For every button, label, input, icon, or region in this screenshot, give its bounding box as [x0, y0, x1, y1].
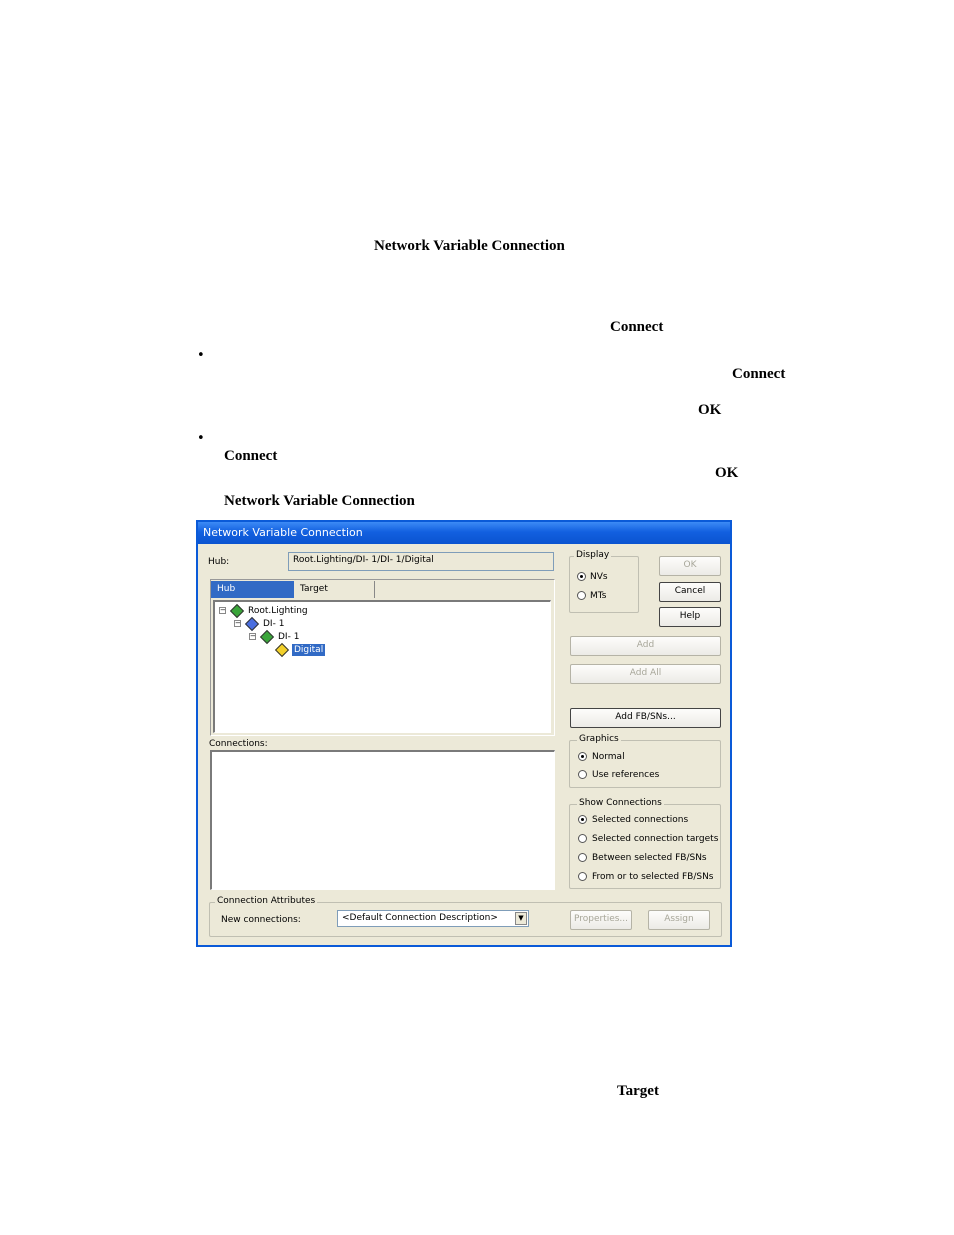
graphics-group	[569, 740, 721, 788]
radio-selected-targets[interactable]	[578, 834, 587, 843]
radio-mts-label: MTs	[590, 591, 607, 601]
network-variable-icon	[275, 643, 289, 657]
radio-nvs-label: NVs	[590, 572, 608, 582]
device-icon	[245, 617, 259, 631]
radio-between-fbsns[interactable]	[578, 853, 587, 862]
radio-between-fbsns-label: Between selected FB/SNs	[592, 853, 707, 863]
radio-from-or-to-fbsns-label: From or to selected FB/SNs	[592, 872, 714, 882]
functional-block-icon	[260, 630, 274, 644]
radio-mts[interactable]	[577, 591, 586, 600]
tree-view	[213, 600, 551, 733]
tab-panel	[210, 579, 555, 736]
tree-item-digital[interactable]: Digital	[294, 645, 324, 655]
radio-nvs[interactable]	[577, 572, 586, 581]
help-button[interactable]: Help	[659, 607, 721, 627]
tree-item-fb[interactable]: DI- 1	[278, 632, 300, 642]
doc-bullet-1: •	[197, 348, 205, 363]
properties-button[interactable]: Properties...	[570, 910, 632, 930]
show-connections-title: Show Connections	[579, 798, 662, 808]
radio-from-or-to-fbsns[interactable]	[578, 872, 587, 881]
radio-normal-label: Normal	[592, 752, 625, 762]
radio-selected-connections-label: Selected connections	[592, 815, 689, 825]
radio-selected-connections[interactable]	[578, 815, 587, 824]
dropdown-arrow-icon[interactable]: ▼	[515, 912, 527, 925]
nv-connection-dialog	[196, 520, 732, 947]
connections-list[interactable]	[210, 750, 555, 890]
doc-heading: Network Variable Connection	[374, 238, 565, 254]
add-fbsns-button[interactable]: Add FB/SNs...	[570, 708, 721, 728]
radio-use-references[interactable]	[578, 770, 587, 779]
dialog-title[interactable]: Network Variable Connection	[198, 522, 730, 544]
ok-button[interactable]: OK	[659, 556, 721, 576]
tab-hub[interactable]: Hub	[211, 581, 294, 598]
doc-connect-1: Connect	[610, 319, 664, 335]
doc-connect-2: Connect	[732, 366, 786, 382]
display-group-title: Display	[576, 550, 610, 560]
doc-connect-3: Connect	[224, 448, 278, 464]
tree-item-root[interactable]: Root.Lighting	[248, 606, 308, 616]
graphics-group-title: Graphics	[579, 734, 619, 744]
assign-button[interactable]: Assign	[648, 910, 710, 930]
new-connections-value: <Default Connection Description>	[342, 913, 498, 923]
doc-target: Target	[617, 1083, 659, 1099]
doc-ok-1: OK	[698, 402, 722, 418]
radio-normal[interactable]	[578, 752, 587, 761]
collapse-icon[interactable]: −	[220, 606, 226, 614]
collapse-icon[interactable]: −	[235, 619, 241, 627]
root-node-icon	[230, 604, 244, 618]
collapse-icon[interactable]: −	[250, 632, 256, 640]
connections-label: Connections:	[209, 739, 268, 749]
new-connections-label: New connections:	[221, 915, 301, 925]
tree-item-device[interactable]: DI- 1	[263, 619, 285, 629]
radio-use-references-label: Use references	[592, 770, 660, 780]
radio-selected-targets-label: Selected connection targets	[592, 834, 719, 844]
doc-bullet-2: •	[197, 431, 205, 446]
add-all-button[interactable]: Add All	[570, 664, 721, 684]
cancel-button[interactable]: Cancel	[659, 582, 721, 602]
display-group	[569, 556, 639, 613]
doc-caption: Network Variable Connection	[224, 493, 415, 509]
doc-ok-2: OK	[715, 465, 739, 481]
tab-target[interactable]: Target	[294, 581, 375, 598]
new-connections-select[interactable]	[337, 910, 529, 927]
connection-attributes-title: Connection Attributes	[217, 896, 316, 906]
hub-label: Hub:	[208, 557, 230, 567]
add-button[interactable]: Add	[570, 636, 721, 656]
hub-field: Root.Lighting/DI- 1/DI- 1/Digital	[288, 552, 554, 571]
